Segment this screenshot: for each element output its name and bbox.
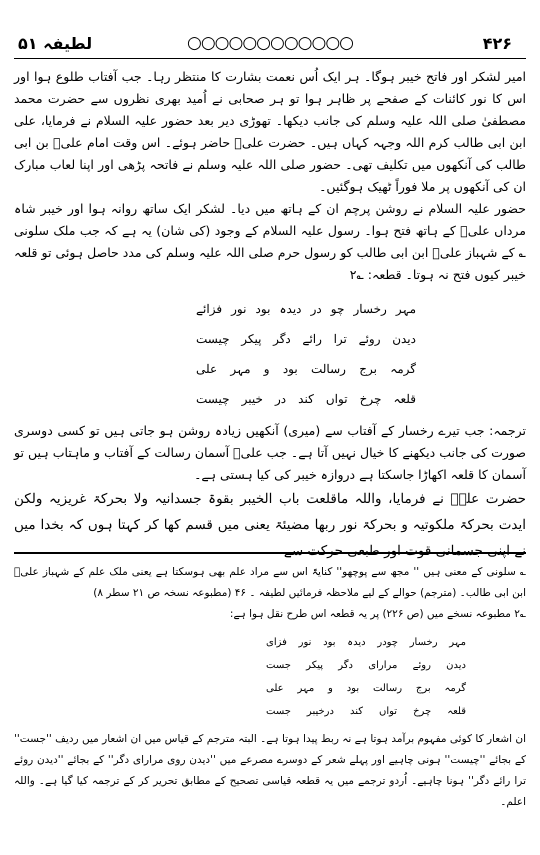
footnote-poem-line: مہر رخسار چودر دیدہ بود نور فزای <box>266 637 466 648</box>
translation-paragraph: ترجمہ: جب تیرے رخسار کے آفتاب سے (میری) آنکھیں زیادہ روشن ہو جاتی ہیں تو کسی دوسری صورت کی جانب دیکھنے کا خیال نہیں آتا ہے۔ جب علیؓ آسمان رسالت کے آفتاب و ماہتاب ہیں تو آسمان کا قلعہ اکھاڑا جاسکتا ہے دروازہ خیبر کی کیا ہستی ہے۔ <box>14 423 526 482</box>
footnote-poem-line: قلعہ چرخ تواں کند درخیبر جست <box>266 706 466 717</box>
footnote-rule <box>14 552 526 554</box>
header-ornament: ○○○○○○○○○○○○ <box>186 33 353 53</box>
paragraph-1: امیر لشکر اور فاتح خیبر ہوگا۔ ہر ایک اُس نعمت بشارت کا منتظر رہا۔ جب آفتاب طلوع ہوا اور اس کا نور کائنات کے صفحے پر ظاہر ہوا تو ہر صحابی نے اُمید بھری نظروں سے حضرت محمد مصطفیٰ صلی اللہ علیہ وسلم کی جانب دیکھا۔ تھوڑی دیر بعد حضور علیہ السلام نے فرمایا، علی ابن ابی طالب کرم اللہ وجہہ کہاں ہیں۔ حضرت علیؓ حاضر ہوئے۔ اس وقت امام علیؓ بن ابی طالب کی آنکھوں میں تکلیف تھی۔ حضور صلی اللہ علیہ وسلم نے فاتحہ پڑھی اور اپنا لعاب مبارک ان کی آنکھوں پر ملا فوراً ٹھیک ہوگئیں۔ <box>14 69 526 194</box>
footnote-poem-line: گرمہ برج رسالت بود و مہر علی <box>266 683 466 694</box>
paragraph-2: حضور علیہ السلام نے روشن پرچم ان کے ہاتھ میں دیا۔ لشکر ایک ساتھ روانہ ہوا اور خیبر شاہ مرداں علیؓ کے ہاتھ فتح ہوا۔ رسول علیہ السلام کے وجود (کی شان) یہ ہے کہ جب ملک سلونی ؎ کے شہباز علیؓ ابن ابی طالب کو رسول حرم صلی اللہ علیہ وسلم کی مدد حاصل ہوئی تو قلعہ خیبر کیوں فتح نہ ہوتا۔ قطعہ: ؎۲ <box>14 201 526 282</box>
persian-quatrain <box>14 294 526 414</box>
footnote-2: ؎۲ مطبوعہ نسخے میں (ص ۲۲۶) پر یہ قطعہ اس طرح نقل ہوا ہے: <box>229 608 526 620</box>
poem-line: قلعہ چرخ تواں کند در خیبر چیست <box>196 392 416 406</box>
main-text <box>14 66 526 564</box>
poem-line: مہر رخسار چو در دیدہ بود نور فزائے <box>196 302 416 316</box>
poem-line: گرمہ برج رسالت بود و مہر علی <box>196 362 416 376</box>
page-number: ۴۲۶ <box>482 34 512 53</box>
header-rule <box>14 58 526 59</box>
footnote-1: ؎ سلونی کے معنی ہیں '' مجھ سے پوچھو'' کنایۃً اس سے مراد علم بھی ہوسکتا ہے یعنی ملک علم کے شہباز علیؓ ابن ابی طالب۔ (مترجم) حوالے کے لیے ملاحظہ فرمائیں لطیفہ ۔ ۴۶ (مطبوعہ نسخہ ص ۲۱ سطر ۸) <box>14 566 526 599</box>
footnote-quatrain <box>14 631 526 723</box>
footnote-poem-line: دیدن روئے مرارای دگر پیکر جست <box>266 660 466 671</box>
footnotes <box>14 562 526 813</box>
poem-line: دیدن روئے ترا رائے دگر پیکر چیست <box>196 332 416 346</box>
footnote-3: ان اشعار کا کوئی مفہوم برآمد ہوتا ہے نہ ربط پیدا ہوتا ہے۔ البتہ مترجم کے قیاس میں ان اشعار میں ردیف ''جست'' کے بجائے ''چیست'' ہونی چاہیے اور پہلے شعر کے دوسرے مصرعے میں ''دیدن روی مرارای دگر'' کے بجائے ''دیدن روئے ترا رائے دگر'' ہونا چاہیے۔ اُردو ترجمے میں یہ قطعہ قیاسی تصحیح کے مطابق تحریر کر کے ترجمہ کیا گیا ہے۔ واللہ اعلم۔ <box>14 733 526 808</box>
section-title: لطیفہ ۵۱ <box>18 34 93 53</box>
arabic-quote-paragraph: حضرت علیؓ نے فرمایا، واللہ ماقلعت باب الخیبر بقوۃ جسدانیہ ولا بحرکۃ غریزیہ ولکن ایدت بحرکۃ ملکوتیہ و بحرکۃ نور ربھا مضیئۃ یعنی میں قسم کھا کر کہتا ہوں کہ بخدا میں نے اپنی جسمانی قوت اور طبعی حرکت سے <box>14 491 526 559</box>
